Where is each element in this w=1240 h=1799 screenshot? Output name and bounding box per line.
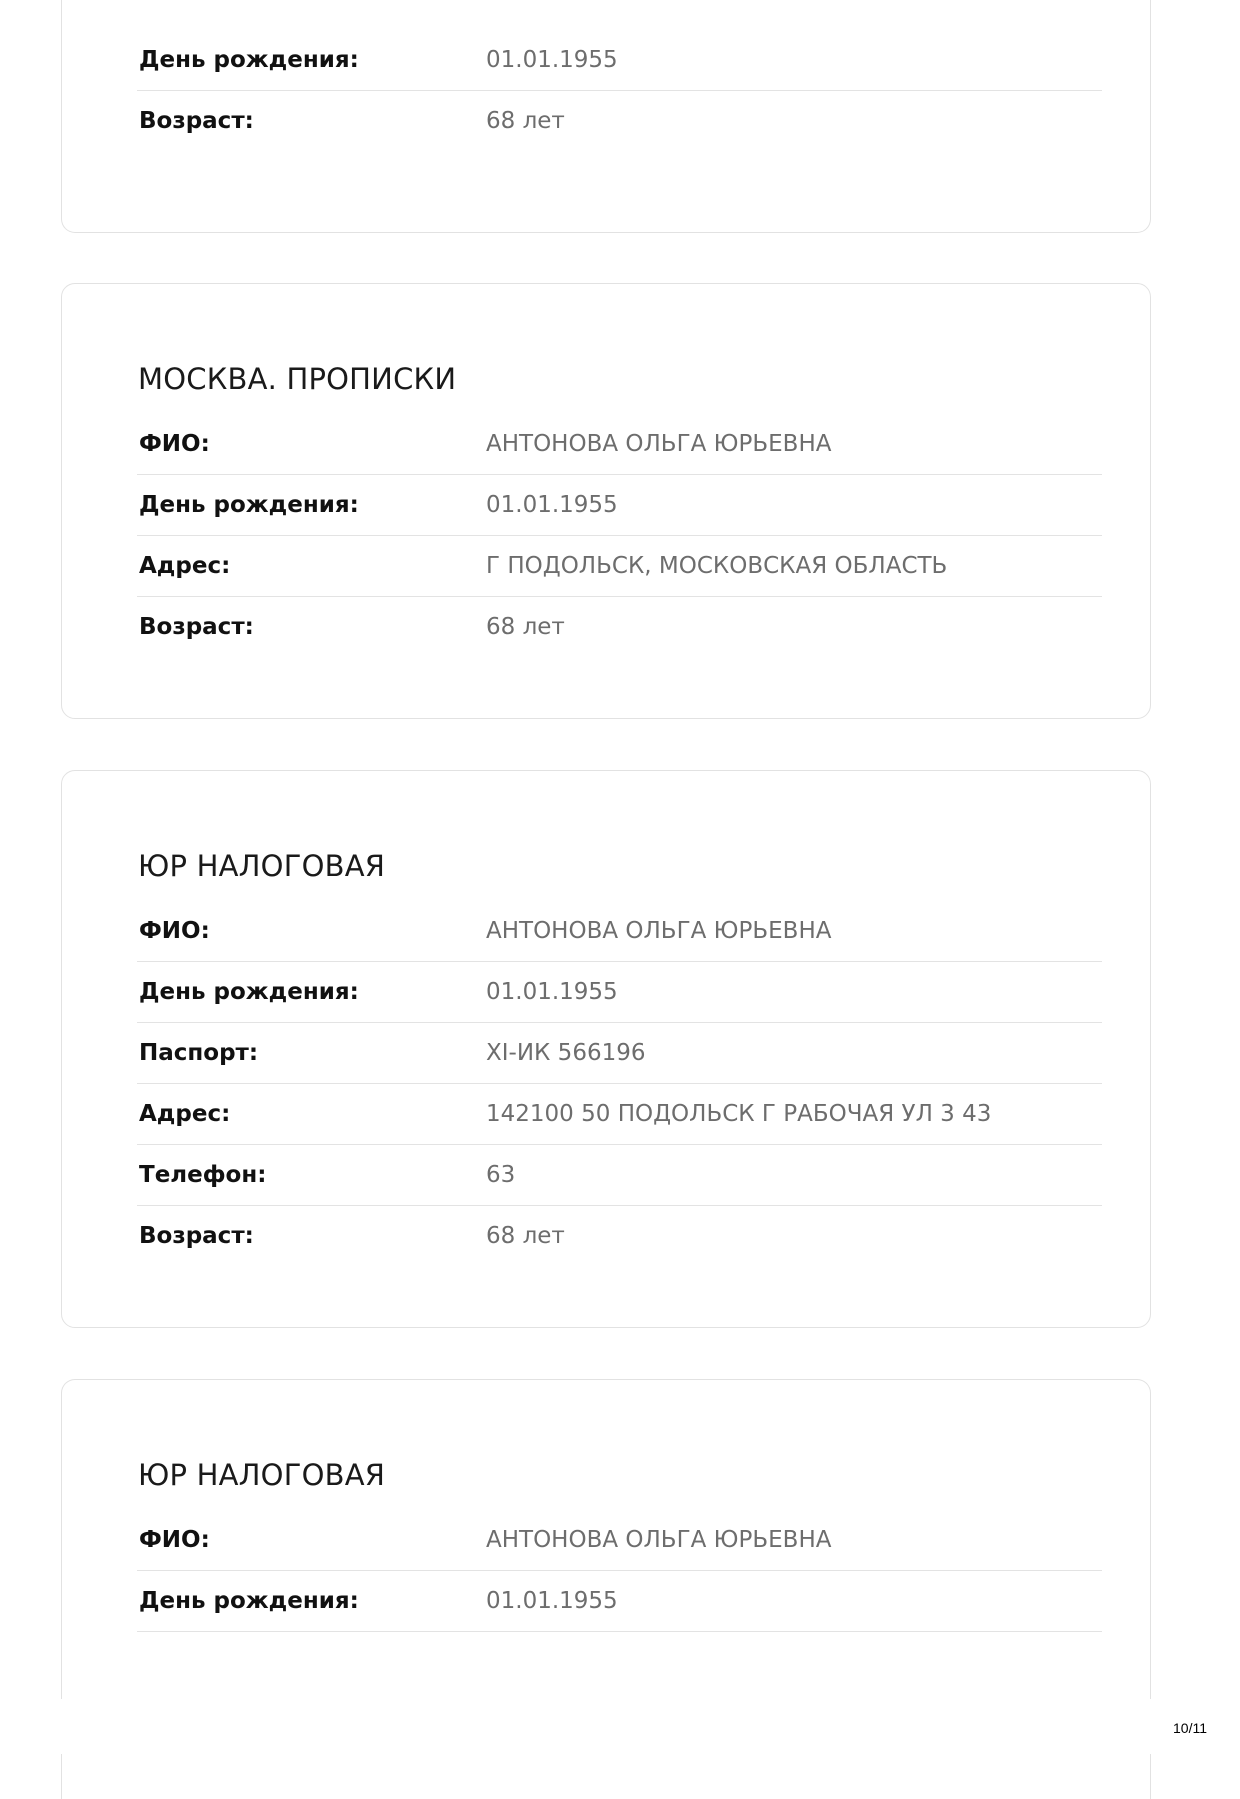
row-label: Адрес:	[139, 1101, 231, 1127]
row-value: 142100 50 ПОДОЛЬСК Г РАБОЧАЯ УЛ 3 43	[486, 1101, 992, 1127]
row-age	[137, 1206, 1102, 1267]
row-age	[137, 597, 1102, 658]
row-label: День рождения:	[139, 979, 359, 1005]
row-label: Телефон:	[139, 1162, 267, 1188]
row-label: День рождения:	[139, 1588, 359, 1614]
row-value: 68 лет	[486, 1223, 565, 1249]
card-rows	[137, 1510, 1102, 1632]
row-address	[137, 536, 1102, 597]
row-label: Возраст:	[139, 1223, 254, 1249]
row-label: Возраст:	[139, 614, 254, 640]
row-value: 68 лет	[486, 108, 565, 134]
row-value: АНТОНОВА ОЛЬГА ЮРЬЕВНА	[486, 1527, 832, 1553]
row-value: АНТОНОВА ОЛЬГА ЮРЬЕВНА	[486, 918, 832, 944]
row-passport	[137, 1023, 1102, 1084]
card-rows	[137, 901, 1102, 1267]
card-title: ЮР НАЛОГОВАЯ	[138, 849, 386, 883]
row-value: 01.01.1955	[486, 979, 618, 1005]
row-birthday	[137, 30, 1102, 91]
row-label: ФИО:	[139, 431, 210, 457]
row-full-name	[137, 901, 1102, 962]
row-value: 68 лет	[486, 614, 565, 640]
row-value: 01.01.1955	[486, 1588, 618, 1614]
card-title: ЮР НАЛОГОВАЯ	[138, 1458, 386, 1492]
page-bottom-margin	[0, 1699, 1240, 1754]
row-label: День рождения:	[139, 47, 359, 73]
card-title: МОСКВА. ПРОПИСКИ	[138, 362, 457, 396]
row-value: XI-ИК 566196	[486, 1040, 646, 1066]
row-birthday	[137, 962, 1102, 1023]
info-card-moscow-registrations	[61, 283, 1151, 719]
row-birthday	[137, 1571, 1102, 1632]
row-label: Адрес:	[139, 553, 231, 579]
card-rows	[137, 414, 1102, 658]
row-label: День рождения:	[139, 492, 359, 518]
row-phone	[137, 1145, 1102, 1206]
row-value: 01.01.1955	[486, 492, 618, 518]
row-age	[137, 91, 1102, 152]
row-label: ФИО:	[139, 1527, 210, 1553]
row-birthday	[137, 475, 1102, 536]
row-value: 63	[486, 1162, 516, 1188]
info-card-continued	[61, 0, 1151, 233]
row-full-name	[137, 414, 1102, 475]
row-address	[137, 1084, 1102, 1145]
row-label: Возраст:	[139, 108, 254, 134]
row-value: 01.01.1955	[486, 47, 618, 73]
row-label: ФИО:	[139, 918, 210, 944]
card-rows	[137, 30, 1102, 152]
row-value: АНТОНОВА ОЛЬГА ЮРЬЕВНА	[486, 431, 832, 457]
row-full-name	[137, 1510, 1102, 1571]
row-label: Паспорт:	[139, 1040, 259, 1066]
row-value: Г ПОДОЛЬСК, МОСКОВСКАЯ ОБЛАСТЬ	[486, 553, 948, 579]
page-number: 10/11	[1173, 1720, 1207, 1736]
info-card-legal-tax	[61, 770, 1151, 1328]
